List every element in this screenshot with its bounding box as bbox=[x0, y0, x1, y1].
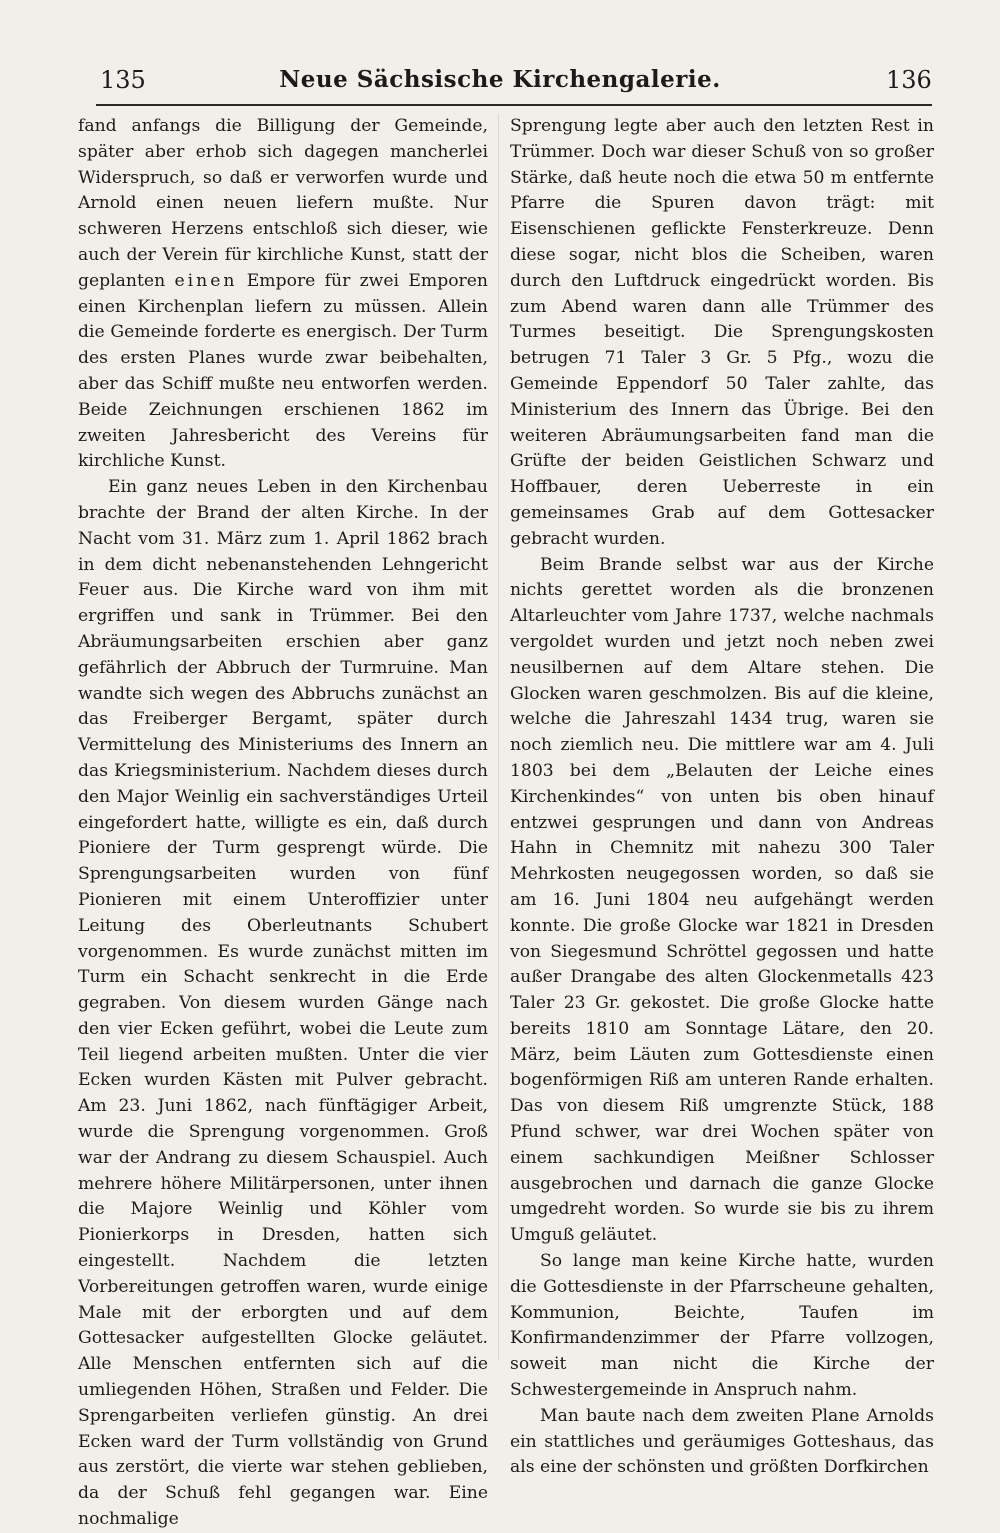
left-column bbox=[78, 114, 488, 1530]
column-divider bbox=[498, 114, 499, 1359]
right-paragraph-4: Man baute nach dem zweiten Plane Arnolds ein stattliches und geräumiges Gotteshaus, das als eine der schönsten und größten Dorfkirchen bbox=[510, 1405, 934, 1478]
page-number-right: 136 bbox=[886, 66, 932, 94]
left-paragraph-1-text-b: Empore für zwei Emporen einen Kirchenplan liefern zu müssen. Allein die Gemeinde forderte es energisch. Der Turm des ersten Planes wurde zwar beibehalten, aber das Schiff mußte neu entworfen werden. Beide Zeichnungen erschienen 1862 im zweiten Jahresbericht des Vereins für kirchliche Kunst. bbox=[78, 270, 488, 472]
spaced-emphasis-word: einen bbox=[174, 270, 238, 291]
right-paragraph-1: Sprengung legte aber auch den letzten Rest in Trümmer. Doch war dieser Schuß von so großer Stärke, daß heute noch die etwa 50 m entfernte Pfarre die Spuren davon trägt: mit Eisenschienen geflickte Fensterkreuze. Denn diese sogar, nicht blos die Scheiben, waren durch den Luftdruck eingedrückt worden. Bis zum Abend waren dann alle Trümmer des Turmes beseitigt. Die Sprengungskosten betrugen 71 Taler 3 Gr. 5 Pfg., wozu die Gemeinde Eppendorf 50 Taler zahlte, das Ministerium des Innern das Übrige. Bei den weiteren Abräumungsarbeiten fand man die Grüfte der beiden Geistlichen Schwarz und Hoffbauer, deren Ueberreste in ein gemeinsames Grab auf dem Gottesacker gebracht wurden. bbox=[510, 116, 934, 549]
right-paragraph-3: So lange man keine Kirche hatte, wurden die Gottesdienste in der Pfarrscheune gehalten, Kommunion, Beichte, Taufen im Konfirmandenzimmer der Pfarre vollzogen, soweit man nicht die Kirche der Schwestergemeinde in Anspruch nahm. bbox=[510, 1251, 934, 1401]
left-paragraph-2: Ein ganz neues Leben in den Kirchenbau brachte der Brand der alten Kirche. In der Nacht vom 31. März zum 1. April 1862 brach in dem dicht nebenanstehenden Lehngericht Feuer aus. Die Kirche ward von ihm mit ergriffen und sank in Trümmer. Bei den Abräumungsarbeiten erschien aber ganz gefährlich der Abbruch der Turmruine. Man wandte sich wegen des Abbruchs zunächst an das Freiberger Bergamt, später durch Vermittelung des Ministeriums des Innern an das Kriegsministerium. Nachdem dieses durch den Major Weinlig ein sachverständiges Urteil eingefordert hatte, willigte es ein, daß durch Pioniere der Turm gesprengt würde. Die Sprengungsarbeiten wurden von fünf Pionieren mit einem Unteroffizier unter Leitung des Oberleutnants Schubert vorgenommen. Es wurde zunächst mitten im Turm ein Schacht senkrecht in die Erde gegraben. Von diesem wurden Gänge nach den vier Ecken geführt, wobei die Leute zum Teil liegend arbeiten mußten. Unter die vier Ecken wurden Kästen mit Pulver gebracht. Am 23. Juni 1862, nach fünftägiger Arbeit, wurde die Sprengung vorgenommen. Groß war der Andrang zu diesem Schauspiel. Auch mehrere höhere Militärpersonen, unter ihnen die Majore Weinlig und Köhler vom Pionierkorps in Dresden, hatten sich eingestellt. Nachdem die letzten Vorbereitungen getroffen waren, wurde einige Male mit der erborgten und auf dem Gottesacker aufgestellten Glocke geläutet. Alle Menschen entfernten sich auf die umliegenden Höhen, Straßen und Felder. Die Sprengarbeiten verliefen günstig. An drei Ecken ward der Turm vollständig von Grund aus zerstört, die vierte war stehen geblieben, da der Schuß fehl gegangen war. Eine nochmalige bbox=[78, 477, 488, 1530]
page-header bbox=[0, 0, 1000, 110]
right-column bbox=[510, 114, 934, 1478]
left-paragraph-1 bbox=[78, 114, 488, 475]
left-paragraph-1-text-a: fand anfangs die Billigung der Gemeinde, später aber erhob sich dagegen mancherlei Widerspruch, so daß er verworfen wurde und Arnold einen neuen liefern mußte. Nur schweren Herzens entschloß sich dieser, wie auch der Verein für kirchliche Kunst, statt der geplanten bbox=[78, 116, 488, 291]
header-rule bbox=[96, 104, 932, 106]
page-number-left: 135 bbox=[100, 66, 146, 94]
running-title: Neue Sächsische Kirchengalerie. bbox=[279, 66, 721, 93]
right-paragraph-2: Beim Brande selbst war aus der Kirche nichts gerettet worden als die bronzenen Altarleuchter vom Jahre 1737, welche nachmals vergoldet wurden und jetzt noch neben zwei neusilbernen auf dem Altare stehen. Die Glocken waren geschmolzen. Bis auf die kleine, welche die Jahreszahl 1434 trug, waren sie noch ziemlich neu. Die mittlere war am 4. Juli 1803 bei dem „Belauten der Leiche eines Kirchenkindes“ von unten bis oben hinauf entzwei gesprungen und dann von Andreas Hahn in Chemnitz mit nahezu 300 Taler Mehrkosten neugegossen worden, so daß sie am 16. Juni 1804 neu aufgehängt werden konnte. Die große Glocke war 1821 in Dresden von Siegesmund Schröttel gegossen und hatte außer Drangabe des alten Glockenmetalls 423 Taler 23 Gr. gekostet. Die große Glocke hatte bereits 1810 am Sonntage Lätare, den 20. März, beim Läuten zum Gottesdienste einen bogenförmigen Riß am unteren Rande erhalten. Das von diesem Riß umgrenzte Stück, 188 Pfund schwer, war drei Wochen später von einem sachkundigen Meißner Schlosser ausgebrochen und darnach die ganze Glocke umgedreht worden. So wurde sie bis zu ihrem Umguß geläutet. bbox=[510, 554, 934, 1246]
